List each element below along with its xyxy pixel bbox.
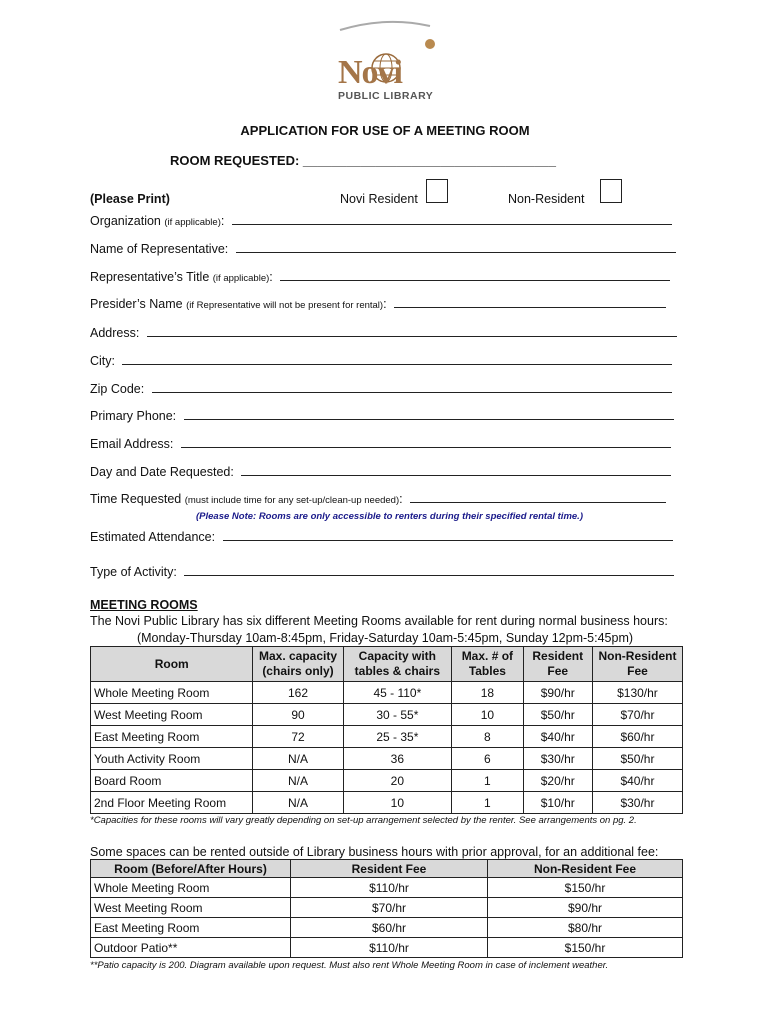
nonresident-fee: $60/hr: [592, 726, 682, 748]
table-row: [91, 938, 683, 958]
capacity-footnote: *Capacities for these rooms will vary greatly depending on set-up arrangement selected by the renter. See arrangements on pg. 2.: [90, 815, 637, 826]
nonresident-fee: $50/hr: [592, 748, 682, 770]
capacity-tables: 45 - 110*: [343, 682, 452, 704]
novi-resident-label: Novi Resident: [340, 192, 418, 206]
max-tables: 8: [452, 726, 523, 748]
resident-fee: $90/hr: [523, 682, 592, 704]
nonresident-fee: $70/hr: [592, 704, 682, 726]
novi-resident-checkbox[interactable]: [426, 179, 448, 203]
capacity-tables: 10: [343, 792, 452, 814]
address-label: Address:: [90, 326, 140, 340]
activity-label: Type of Activity:: [90, 565, 177, 579]
nonresident-fee: $130/hr: [592, 682, 682, 704]
meeting-rooms-hours: (Monday-Thursday 10am-8:45pm, Friday-Saturday 10am-5:45pm, Sunday 12pm-5:45pm): [136, 631, 634, 645]
phone-line[interactable]: [184, 418, 674, 420]
nonresident-fee: $30/hr: [592, 792, 682, 814]
meeting-rooms-table: [90, 646, 683, 814]
rep-title-line[interactable]: [280, 279, 670, 281]
table-row: [91, 792, 683, 814]
day-date-label: Day and Date Requested:: [90, 465, 234, 479]
representative-field[interactable]: [90, 242, 676, 256]
meeting-rooms-intro: The Novi Public Library has six different Meeting Rooms available for rent during normal business hours:: [90, 614, 668, 628]
email-label: Email Address:: [90, 437, 174, 451]
time-colon: :: [399, 492, 403, 506]
organization-colon: :: [220, 214, 225, 228]
phone-field[interactable]: [90, 409, 674, 423]
address-line[interactable]: [147, 335, 677, 337]
organization-field[interactable]: [90, 214, 672, 228]
max-capacity: N/A: [253, 748, 343, 770]
resident-fee: $60/hr: [291, 918, 488, 938]
rental-time-note: (Please Note: Rooms are only accessible to renters during their specified rental time.): [196, 511, 583, 522]
rep-title-note: (if applicable): [212, 273, 270, 284]
meeting-rooms-heading: MEETING ROOMS: [90, 598, 198, 612]
time-line[interactable]: [410, 501, 666, 503]
max-capacity: N/A: [253, 770, 343, 792]
header-resident-fee: Resident Fee: [523, 647, 592, 682]
resident-fee: $110/hr: [291, 938, 488, 958]
library-logo: [330, 18, 442, 106]
logo-subtitle: PUBLIC LIBRARY: [338, 90, 434, 102]
attendance-label: Estimated Attendance:: [90, 530, 216, 544]
presider-label: Presider’s Name: [90, 297, 183, 311]
table-row: [91, 918, 683, 938]
city-label: City:: [90, 354, 115, 368]
header-room: Room: [91, 647, 253, 682]
time-note: (must include time for any set-up/clean-up needed): [184, 495, 400, 506]
email-field[interactable]: [90, 437, 671, 451]
table-row: [91, 704, 683, 726]
resident-fee: $40/hr: [523, 726, 592, 748]
please-print-label: (Please Print): [90, 192, 170, 206]
header-capacity-tables: Capacity with tables & chairs: [343, 647, 452, 682]
rep-title-field[interactable]: [90, 270, 670, 284]
room-name: Youth Activity Room: [91, 748, 253, 770]
presider-field[interactable]: [90, 297, 666, 311]
room-requested-field[interactable]: ROOM REQUESTED: ___________________________________: [170, 153, 556, 168]
header-resident-fee: Resident Fee: [291, 860, 488, 878]
page-title: APPLICATION FOR USE OF A MEETING ROOM: [240, 123, 530, 138]
nonresident-fee: $40/hr: [592, 770, 682, 792]
room-name: Whole Meeting Room: [91, 878, 291, 898]
table-header-row: [91, 860, 683, 878]
city-field[interactable]: [90, 354, 672, 368]
table-row: [91, 726, 683, 748]
rep-title-label: Representative’s Title: [90, 270, 210, 284]
table-row: [91, 770, 683, 792]
organization-note: (if applicable): [164, 217, 221, 228]
table-row: [91, 748, 683, 770]
room-name: Board Room: [91, 770, 253, 792]
max-tables: 1: [452, 792, 523, 814]
rep-title-colon: :: [269, 270, 273, 284]
attendance-line[interactable]: [223, 539, 673, 541]
capacity-tables: 25 - 35*: [343, 726, 452, 748]
email-line[interactable]: [181, 446, 671, 448]
table-row: [91, 682, 683, 704]
organization-label: Organization: [90, 214, 161, 228]
non-resident-label: Non-Resident: [508, 192, 585, 206]
max-capacity: N/A: [253, 792, 343, 814]
resident-fee: $30/hr: [523, 748, 592, 770]
zip-label: Zip Code:: [90, 382, 145, 396]
room-name: West Meeting Room: [91, 898, 291, 918]
max-capacity: 162: [253, 682, 343, 704]
zip-field[interactable]: [90, 382, 672, 396]
presider-line[interactable]: [394, 306, 666, 308]
zip-line[interactable]: [152, 391, 672, 393]
logo-name: Novi: [338, 54, 402, 91]
max-capacity: 72: [253, 726, 343, 748]
activity-field[interactable]: [90, 565, 674, 579]
capacity-tables: 30 - 55*: [343, 704, 452, 726]
resident-fee: $10/hr: [523, 792, 592, 814]
patio-footnote: **Patio capacity is 200. Diagram available upon request. Must also rent Whole Meeting Room in case of inclement weather.: [90, 960, 609, 971]
presider-note: (if Representative will not be present for rental): [186, 300, 384, 311]
time-label: Time Requested: [90, 492, 182, 506]
representative-line[interactable]: [236, 251, 676, 253]
city-line[interactable]: [122, 363, 672, 365]
nonresident-fee: $150/hr: [488, 878, 683, 898]
organization-line[interactable]: [232, 223, 672, 225]
capacity-tables: 20: [343, 770, 452, 792]
day-date-field[interactable]: [90, 465, 671, 479]
resident-fee: $20/hr: [523, 770, 592, 792]
table-row: [91, 878, 683, 898]
after-hours-intro: Some spaces can be rented outside of Library business hours with prior approval, for an additional fee:: [90, 845, 659, 859]
phone-label: Primary Phone:: [90, 409, 177, 423]
resident-fee: $110/hr: [291, 878, 488, 898]
room-name: Outdoor Patio**: [91, 938, 291, 958]
room-name: Whole Meeting Room: [91, 682, 253, 704]
header-max-tables: Max. # of Tables: [452, 647, 523, 682]
max-tables: 6: [452, 748, 523, 770]
presider-colon: :: [383, 297, 387, 311]
nonresident-fee: $90/hr: [488, 898, 683, 918]
resident-fee: $70/hr: [291, 898, 488, 918]
attendance-field[interactable]: [90, 530, 673, 544]
max-tables: 18: [452, 682, 523, 704]
header-max-capacity: Max. capacity (chairs only): [253, 647, 343, 682]
table-header-row: [91, 647, 683, 682]
address-field[interactable]: [90, 326, 677, 340]
time-field[interactable]: [90, 492, 666, 506]
table-row: [91, 898, 683, 918]
activity-line[interactable]: [184, 574, 674, 576]
non-resident-checkbox[interactable]: [600, 179, 622, 203]
header-room-hours: Room (Before/After Hours): [91, 860, 291, 878]
room-name: 2nd Floor Meeting Room: [91, 792, 253, 814]
resident-fee: $50/hr: [523, 704, 592, 726]
header-nonresident-fee: Non-Resident Fee: [592, 647, 682, 682]
day-date-line[interactable]: [241, 474, 671, 476]
max-tables: 10: [452, 704, 523, 726]
header-nonresident-fee: Non-Resident Fee: [488, 860, 683, 878]
room-name: West Meeting Room: [91, 704, 253, 726]
max-tables: 1: [452, 770, 523, 792]
capacity-tables: 36: [343, 748, 452, 770]
nonresident-fee: $80/hr: [488, 918, 683, 938]
room-name: East Meeting Room: [91, 918, 291, 938]
after-hours-table: [90, 859, 683, 958]
nonresident-fee: $150/hr: [488, 938, 683, 958]
room-name: East Meeting Room: [91, 726, 253, 748]
representative-label: Name of Representative:: [90, 242, 229, 256]
max-capacity: 90: [253, 704, 343, 726]
